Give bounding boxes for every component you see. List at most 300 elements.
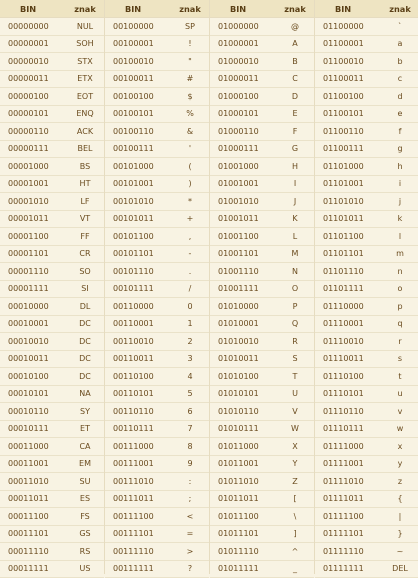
table-row	[210, 403, 314, 421]
bin-cell: 00111010	[105, 477, 171, 486]
table-row	[0, 351, 104, 369]
znak-cell: .	[171, 267, 209, 276]
table-row	[315, 88, 418, 106]
table-row	[105, 193, 209, 211]
bin-cell: 00011001	[0, 459, 66, 468]
bin-cell: 01100111	[315, 144, 381, 153]
bin-cell: 01100000	[315, 22, 381, 31]
znak-cell: =	[171, 529, 209, 538]
znak-cell: VT	[66, 214, 104, 223]
table-row	[315, 351, 418, 369]
znak-cell: z	[381, 477, 418, 486]
table-row	[315, 298, 418, 316]
table-row	[210, 71, 314, 89]
bin-cell: 00011011	[0, 494, 66, 503]
table-row	[315, 263, 418, 281]
table-row	[315, 53, 418, 71]
table-row	[315, 368, 418, 386]
bin-cell: 00110100	[105, 372, 171, 381]
znak-cell: DC	[66, 337, 104, 346]
znak-cell: ?	[171, 564, 209, 573]
bin-cell: 01001101	[210, 249, 276, 258]
znak-cell: f	[381, 127, 418, 136]
table-row	[105, 71, 209, 89]
bin-cell: 00001001	[0, 179, 66, 188]
table-row	[0, 263, 104, 281]
table-row	[210, 438, 314, 456]
bin-cell: 00101100	[105, 232, 171, 241]
bin-cell: 01001000	[210, 162, 276, 171]
bin-cell: 01010001	[210, 319, 276, 328]
bin-cell: 00100111	[105, 144, 171, 153]
table-row	[0, 438, 104, 456]
znak-cell: _	[276, 564, 314, 573]
znak-cell: O	[276, 284, 314, 293]
bin-cell: 01110100	[315, 372, 381, 381]
table-row	[210, 106, 314, 124]
znak-cell: SO	[66, 267, 104, 276]
table-row	[210, 473, 314, 491]
bin-cell: 00010100	[0, 372, 66, 381]
bin-cell: 01100101	[315, 109, 381, 118]
header-znak: znak	[171, 4, 209, 14]
table-row	[105, 298, 209, 316]
table-row	[210, 18, 314, 36]
table-row	[315, 158, 418, 176]
table-row	[210, 421, 314, 439]
znak-cell: LF	[66, 197, 104, 206]
bin-cell: 01000000	[210, 22, 276, 31]
table-row	[210, 263, 314, 281]
bin-cell: 01101101	[315, 249, 381, 258]
bin-cell: 01111001	[315, 459, 381, 468]
table-row	[105, 246, 209, 264]
znak-cell: ^	[276, 547, 314, 556]
znak-cell: k	[381, 214, 418, 223]
table-row	[315, 193, 418, 211]
znak-cell: DC	[66, 354, 104, 363]
znak-cell: US	[66, 564, 104, 573]
table-row	[0, 158, 104, 176]
table-row	[315, 526, 418, 544]
bin-cell: 01011110	[210, 547, 276, 556]
table-row	[315, 106, 418, 124]
znak-cell: W	[276, 424, 314, 433]
table-row	[105, 88, 209, 106]
bin-cell: 00101001	[105, 179, 171, 188]
bin-cell: 01011111	[210, 564, 276, 573]
bin-cell: 00111000	[105, 442, 171, 451]
bin-cell: 00100000	[105, 22, 171, 31]
bin-cell: 01111101	[315, 529, 381, 538]
bin-cell: 00001101	[0, 249, 66, 258]
table-row	[105, 158, 209, 176]
table-row	[105, 456, 209, 474]
bin-cell: 01001001	[210, 179, 276, 188]
znak-cell: a	[381, 39, 418, 48]
table-row	[105, 543, 209, 561]
bin-cell: 00100100	[105, 92, 171, 101]
znak-cell: &	[171, 127, 209, 136]
znak-cell: ENQ	[66, 109, 104, 118]
table-row	[315, 386, 418, 404]
bin-cell: 00011111	[0, 564, 66, 573]
table-row	[0, 473, 104, 491]
table-row	[0, 543, 104, 561]
table-row	[315, 246, 418, 264]
znak-cell: EM	[66, 459, 104, 468]
znak-cell: n	[381, 267, 418, 276]
table-row	[0, 368, 104, 386]
znak-cell: %	[171, 109, 209, 118]
znak-cell: U	[276, 389, 314, 398]
table-row	[0, 88, 104, 106]
header-row	[210, 0, 314, 18]
table-column-1	[0, 0, 105, 574]
znak-cell: 2	[171, 337, 209, 346]
table-row	[210, 491, 314, 509]
bin-cell: 00001010	[0, 197, 66, 206]
bin-cell: 01010000	[210, 302, 276, 311]
znak-cell: M	[276, 249, 314, 258]
table-row	[210, 561, 314, 578]
znak-cell: ,	[171, 232, 209, 241]
table-row	[210, 176, 314, 194]
znak-cell: (	[171, 162, 209, 171]
znak-cell: c	[381, 74, 418, 83]
bin-cell: 00100011	[105, 74, 171, 83]
bin-cell: 00101000	[105, 162, 171, 171]
bin-cell: 01110010	[315, 337, 381, 346]
column-body	[315, 18, 418, 578]
bin-cell: 00010000	[0, 302, 66, 311]
znak-cell: u	[381, 389, 418, 398]
znak-cell: \	[276, 512, 314, 521]
table-row	[0, 526, 104, 544]
table-row	[105, 438, 209, 456]
table-row	[0, 281, 104, 299]
bin-cell: 01111111	[315, 564, 381, 573]
table-row	[210, 211, 314, 229]
znak-cell: [	[276, 494, 314, 503]
znak-cell: j	[381, 197, 418, 206]
znak-cell: DC	[66, 372, 104, 381]
znak-cell: g	[381, 144, 418, 153]
bin-cell: 01001010	[210, 197, 276, 206]
table-row	[0, 36, 104, 54]
bin-cell: 01100011	[315, 74, 381, 83]
bin-cell: 00111001	[105, 459, 171, 468]
table-row	[210, 298, 314, 316]
znak-cell: v	[381, 407, 418, 416]
bin-cell: 00100101	[105, 109, 171, 118]
znak-cell: SOH	[66, 39, 104, 48]
znak-cell: x	[381, 442, 418, 451]
znak-cell: *	[171, 197, 209, 206]
bin-cell: 00011000	[0, 442, 66, 451]
znak-cell: 8	[171, 442, 209, 451]
column-body	[210, 18, 314, 578]
znak-cell: DL	[66, 302, 104, 311]
bin-cell: 01100110	[315, 127, 381, 136]
bin-cell: 00110101	[105, 389, 171, 398]
znak-cell: +	[171, 214, 209, 223]
table-row	[0, 246, 104, 264]
znak-cell: w	[381, 424, 418, 433]
znak-cell: FF	[66, 232, 104, 241]
table-column-2	[105, 0, 210, 574]
znak-cell: L	[276, 232, 314, 241]
znak-cell: b	[381, 57, 418, 66]
bin-cell: 01001100	[210, 232, 276, 241]
table-row	[0, 211, 104, 229]
bin-cell: 01000010	[210, 57, 276, 66]
znak-cell: e	[381, 109, 418, 118]
bin-cell: 01110101	[315, 389, 381, 398]
bin-cell: 00010001	[0, 319, 66, 328]
table-row	[105, 386, 209, 404]
table-row	[210, 36, 314, 54]
bin-cell: 00011010	[0, 477, 66, 486]
znak-cell: Z	[276, 477, 314, 486]
header-row	[315, 0, 418, 18]
znak-cell: A	[276, 39, 314, 48]
znak-cell: )	[171, 179, 209, 188]
table-row	[0, 106, 104, 124]
bin-cell: 01111010	[315, 477, 381, 486]
header-bin: BIN	[0, 4, 66, 14]
table-row	[315, 123, 418, 141]
bin-cell: 00010010	[0, 337, 66, 346]
znak-cell: m	[381, 249, 418, 258]
znak-cell: T	[276, 372, 314, 381]
bin-cell: 01010100	[210, 372, 276, 381]
bin-cell: 00110000	[105, 302, 171, 311]
header-bin: BIN	[105, 4, 171, 14]
bin-cell: 01010011	[210, 354, 276, 363]
znak-cell: I	[276, 179, 314, 188]
bin-cell: 00100001	[105, 39, 171, 48]
table-row	[315, 491, 418, 509]
bin-cell: 01011101	[210, 529, 276, 538]
znak-cell: DEL	[381, 564, 418, 573]
znak-cell: Q	[276, 319, 314, 328]
table-row	[210, 456, 314, 474]
bin-cell: 01001011	[210, 214, 276, 223]
bin-cell: 00000011	[0, 74, 66, 83]
bin-cell: 00101011	[105, 214, 171, 223]
table-row	[210, 88, 314, 106]
header-bin: BIN	[210, 4, 276, 14]
bin-cell: 01101110	[315, 267, 381, 276]
table-row	[105, 403, 209, 421]
znak-cell: q	[381, 319, 418, 328]
znak-cell: STX	[66, 57, 104, 66]
bin-cell: 01010101	[210, 389, 276, 398]
table-row	[0, 71, 104, 89]
znak-cell: Y	[276, 459, 314, 468]
header-bin: BIN	[315, 4, 381, 14]
table-row	[315, 421, 418, 439]
table-row	[315, 211, 418, 229]
table-row	[0, 508, 104, 526]
bin-cell: 00010111	[0, 424, 66, 433]
bin-cell: 00000010	[0, 57, 66, 66]
table-row	[0, 386, 104, 404]
bin-cell: 00000110	[0, 127, 66, 136]
bin-cell: 01011100	[210, 512, 276, 521]
bin-cell: 00000111	[0, 144, 66, 153]
bin-cell: 01000110	[210, 127, 276, 136]
bin-cell: 01110110	[315, 407, 381, 416]
bin-cell: 00100010	[105, 57, 171, 66]
znak-cell: V	[276, 407, 314, 416]
bin-cell: 00011100	[0, 512, 66, 521]
table-row	[105, 53, 209, 71]
table-row	[105, 368, 209, 386]
header-znak: znak	[66, 4, 104, 14]
znak-cell: 6	[171, 407, 209, 416]
table-row	[0, 228, 104, 246]
bin-cell: 01100010	[315, 57, 381, 66]
bin-cell: 01000011	[210, 74, 276, 83]
znak-cell: 9	[171, 459, 209, 468]
znak-cell: F	[276, 127, 314, 136]
bin-cell: 00001110	[0, 267, 66, 276]
table-row	[210, 141, 314, 159]
table-row	[315, 543, 418, 561]
bin-cell: 01000100	[210, 92, 276, 101]
table-row	[210, 228, 314, 246]
table-row	[105, 123, 209, 141]
bin-cell: 01011000	[210, 442, 276, 451]
table-row	[105, 333, 209, 351]
table-column-3	[210, 0, 315, 574]
table-row	[210, 351, 314, 369]
znak-cell: d	[381, 92, 418, 101]
znak-cell: "	[171, 57, 209, 66]
bin-cell: 00111111	[105, 564, 171, 573]
bin-cell: 01110111	[315, 424, 381, 433]
bin-cell: 00011110	[0, 547, 66, 556]
bin-cell: 01100001	[315, 39, 381, 48]
table-row	[0, 18, 104, 36]
znak-cell: DC	[66, 319, 104, 328]
table-row	[315, 281, 418, 299]
bin-cell: 00000101	[0, 109, 66, 118]
znak-cell: `	[381, 22, 418, 31]
znak-cell: D	[276, 92, 314, 101]
table-row	[315, 473, 418, 491]
znak-cell: HT	[66, 179, 104, 188]
bin-cell: 00110001	[105, 319, 171, 328]
table-row	[0, 421, 104, 439]
bin-cell: 01111100	[315, 512, 381, 521]
table-row	[105, 526, 209, 544]
znak-cell: :	[171, 477, 209, 486]
znak-cell: NA	[66, 389, 104, 398]
table-row	[0, 123, 104, 141]
bin-cell: 01010111	[210, 424, 276, 433]
znak-cell: NUL	[66, 22, 104, 31]
znak-cell: SU	[66, 477, 104, 486]
bin-cell: 01111110	[315, 547, 381, 556]
table-row	[315, 71, 418, 89]
table-row	[210, 281, 314, 299]
znak-cell: o	[381, 284, 418, 293]
znak-cell: H	[276, 162, 314, 171]
bin-cell: 00110011	[105, 354, 171, 363]
znak-cell: 1	[171, 319, 209, 328]
znak-cell: J	[276, 197, 314, 206]
znak-cell: $	[171, 92, 209, 101]
bin-cell: 01010010	[210, 337, 276, 346]
znak-cell: BEL	[66, 144, 104, 153]
table-row	[0, 298, 104, 316]
bin-cell: 01101010	[315, 197, 381, 206]
table-row	[105, 316, 209, 334]
znak-cell: E	[276, 109, 314, 118]
column-body	[105, 18, 209, 578]
znak-cell: CR	[66, 249, 104, 258]
table-row	[315, 403, 418, 421]
bin-cell: 00001000	[0, 162, 66, 171]
bin-cell: 00001111	[0, 284, 66, 293]
bin-cell: 01101011	[315, 214, 381, 223]
bin-cell: 01000111	[210, 144, 276, 153]
znak-cell: i	[381, 179, 418, 188]
table-row	[0, 456, 104, 474]
znak-cell: B	[276, 57, 314, 66]
header-znak: znak	[276, 4, 314, 14]
header-znak: znak	[381, 4, 418, 14]
znak-cell: '	[171, 144, 209, 153]
table-row	[210, 543, 314, 561]
table-row	[105, 228, 209, 246]
bin-cell: 00000100	[0, 92, 66, 101]
table-row	[210, 246, 314, 264]
table-row	[210, 316, 314, 334]
znak-cell: |	[381, 512, 418, 521]
znak-cell: ETX	[66, 74, 104, 83]
table-row	[0, 141, 104, 159]
table-row	[210, 158, 314, 176]
table-row	[210, 508, 314, 526]
znak-cell: ~	[381, 547, 418, 556]
znak-cell: !	[171, 39, 209, 48]
znak-cell: /	[171, 284, 209, 293]
znak-cell: FS	[66, 512, 104, 521]
znak-cell: h	[381, 162, 418, 171]
znak-cell: G	[276, 144, 314, 153]
bin-cell: 01101000	[315, 162, 381, 171]
table-row	[315, 438, 418, 456]
table-row	[315, 561, 418, 578]
table-row	[210, 526, 314, 544]
table-row	[210, 53, 314, 71]
bin-cell: 00011101	[0, 529, 66, 538]
znak-cell: N	[276, 267, 314, 276]
znak-cell: SY	[66, 407, 104, 416]
znak-cell: P	[276, 302, 314, 311]
bin-cell: 00110110	[105, 407, 171, 416]
table-column-4	[315, 0, 418, 574]
table-row	[105, 508, 209, 526]
bin-cell: 01011010	[210, 477, 276, 486]
znak-cell: SI	[66, 284, 104, 293]
table-row	[210, 368, 314, 386]
bin-cell: 01101100	[315, 232, 381, 241]
